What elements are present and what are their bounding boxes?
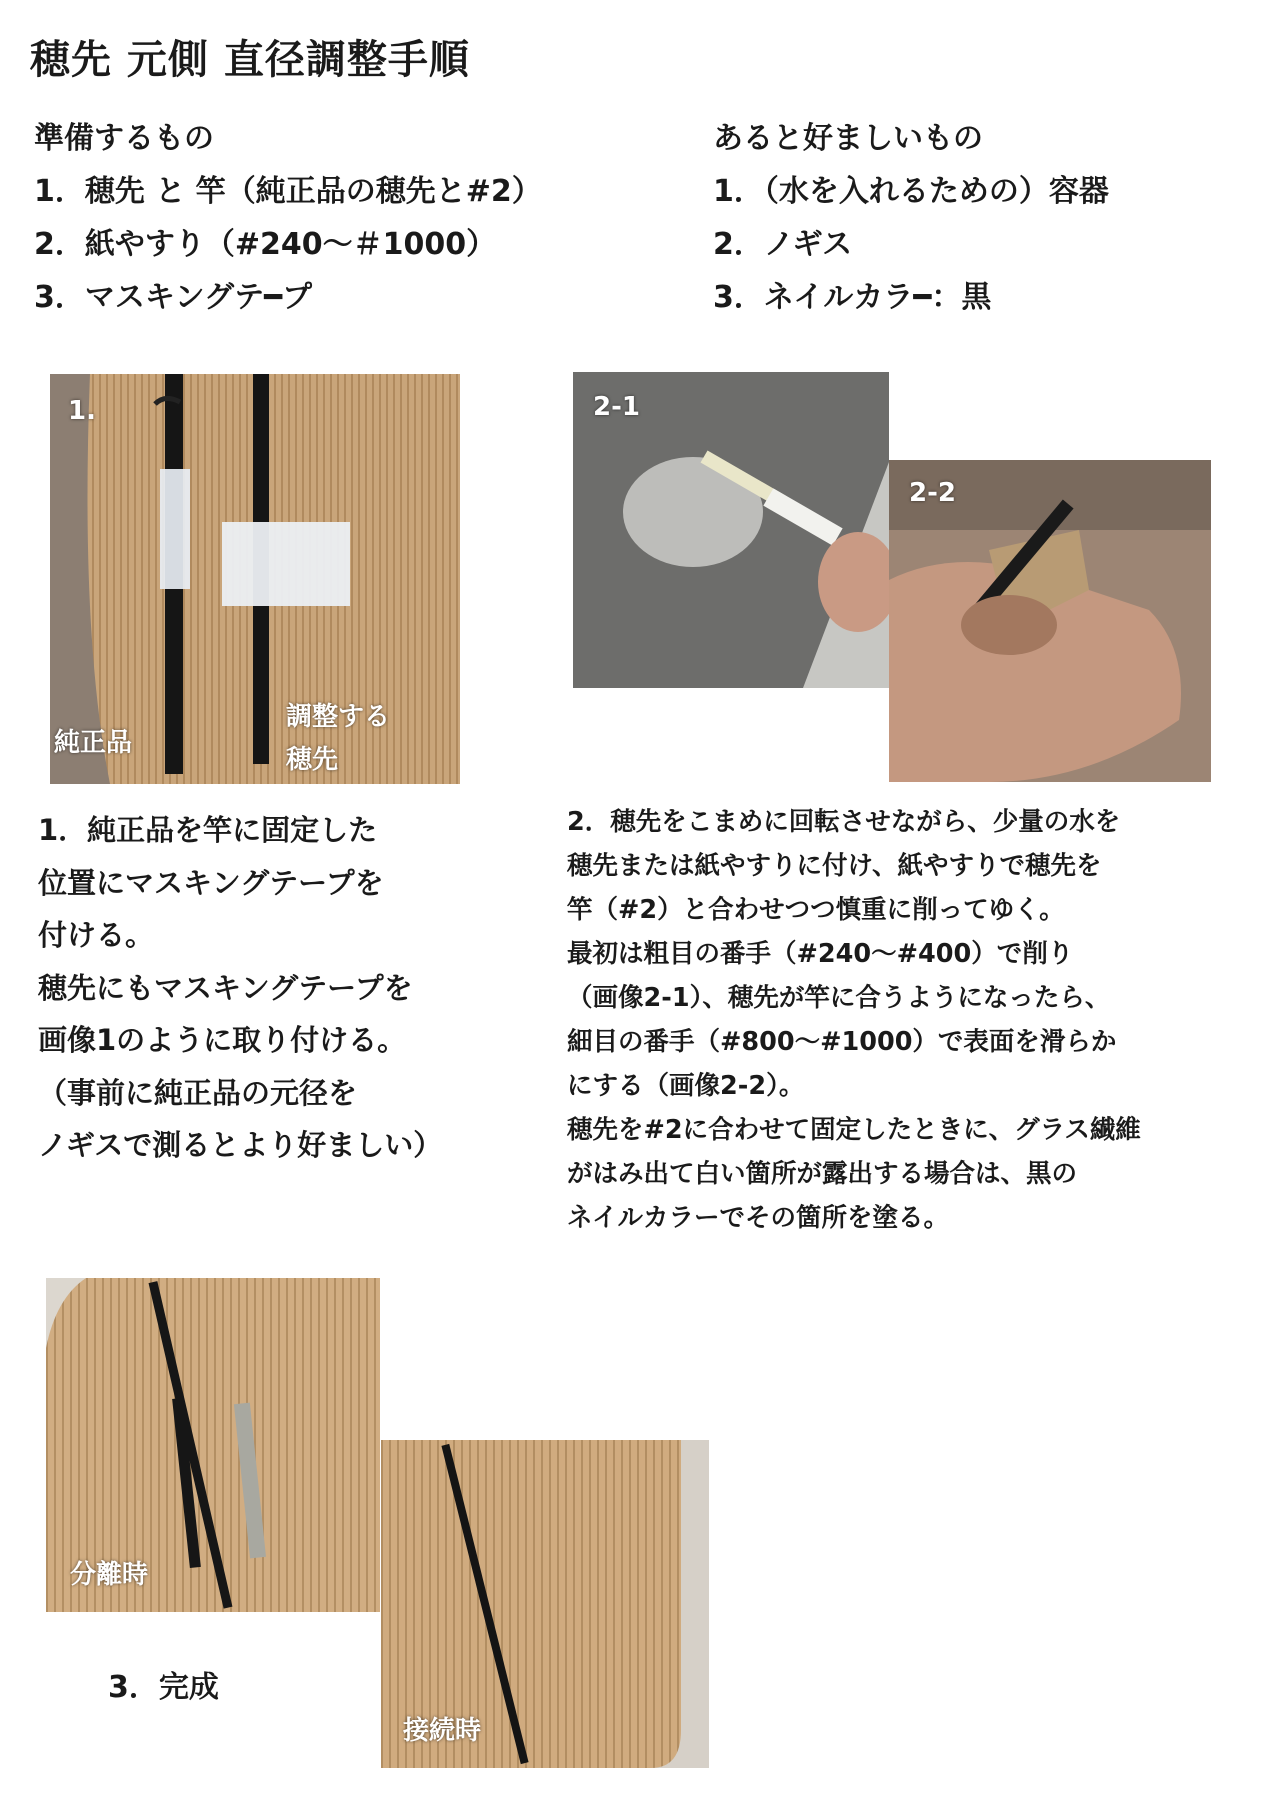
photo-1-number: 1. <box>68 396 96 426</box>
step-1-line: 付ける。 <box>38 918 155 952</box>
step-2-line: 2．穂先をこまめに回転させながら、少量の水を <box>567 807 1121 837</box>
step-2-description <box>567 800 1141 1240</box>
photo-1-adjust-label-line1: 調整する <box>286 702 391 732</box>
photo-3-separated-label: 分離時 <box>70 1560 149 1590</box>
step-3-caption: 3．完成 <box>108 1670 219 1705</box>
photo-3-connected <box>381 1440 709 1768</box>
prep-item: 3．マスキングテ━プ <box>34 280 313 315</box>
step-2-line: がはみ出て白い箇所が露出する場合は、黒の <box>567 1159 1078 1189</box>
photo-1-genuine-label: 純正品 <box>54 728 133 758</box>
optional-item: 3．ネイルカラ━：黒 <box>713 280 992 315</box>
prep-item: 2．紙やすり（#240～＃1000） <box>34 227 497 262</box>
photo-2-1-label: 2-1 <box>593 392 640 422</box>
hand-sanding-image <box>889 460 1211 782</box>
photo-3-connected-label: 接続時 <box>403 1716 482 1746</box>
photo-2-2-label: 2-2 <box>909 478 956 508</box>
optional-list <box>713 112 1109 324</box>
optional-item: 2．ノギス <box>713 227 853 262</box>
step-1-line: （事前に純正品の元径を <box>38 1075 358 1110</box>
step-2-line: 細目の番手（#800～#1000）で表面を滑らか <box>567 1027 1117 1057</box>
photo-1-adjust-label-line2: 穂先 <box>286 745 339 775</box>
step-2-line: 穂先または紙やすりに付け、紙やすりで穂先を <box>567 851 1102 881</box>
step-1-line: 穂先にもマスキングテープを <box>38 970 413 1005</box>
optional-item: 1．（水を入れるための）容器 <box>713 174 1109 209</box>
optional-heading: あると好ましいもの <box>713 121 983 156</box>
photo-2-2-finishing <box>889 460 1211 782</box>
prep-item: 1．穂先 と 竿（純正品の穂先と#2） <box>34 174 542 209</box>
prep-list <box>34 112 542 324</box>
page-title: 穂先 元側 直径調整手順 <box>30 37 470 83</box>
step-2-line: にする（画像2-2）。 <box>567 1071 805 1101</box>
photo-3-separated <box>46 1278 380 1612</box>
step-1-line: 位置にマスキングテープを <box>38 865 384 900</box>
step-2-line: 穂先を#2に合わせて固定したときに、グラス繊維 <box>567 1115 1141 1145</box>
photo-2-1-sanding <box>573 372 889 688</box>
step-1-line: 1．純正品を竿に固定した <box>38 813 378 847</box>
prep-heading: 準備するもの <box>34 121 214 156</box>
step-2-line: 竿（#2）と合わせつつ慎重に削ってゆく。 <box>567 895 1065 925</box>
photo-1-tip-and-rod <box>50 374 460 784</box>
step-2-line: （画像2-1）、穂先が竿に合うようになったら、 <box>567 983 1111 1013</box>
step-1-line: ノギスで測るとより好ましい） <box>38 1128 443 1162</box>
step-1-description <box>38 804 442 1172</box>
step-1-line: 画像1のように取り付ける。 <box>38 1023 407 1057</box>
step-2-line: ネイルカラーでその箇所を塗る。 <box>567 1203 949 1233</box>
step-2-line: 最初は粗目の番手（#240～#400）で削り <box>567 939 1074 969</box>
